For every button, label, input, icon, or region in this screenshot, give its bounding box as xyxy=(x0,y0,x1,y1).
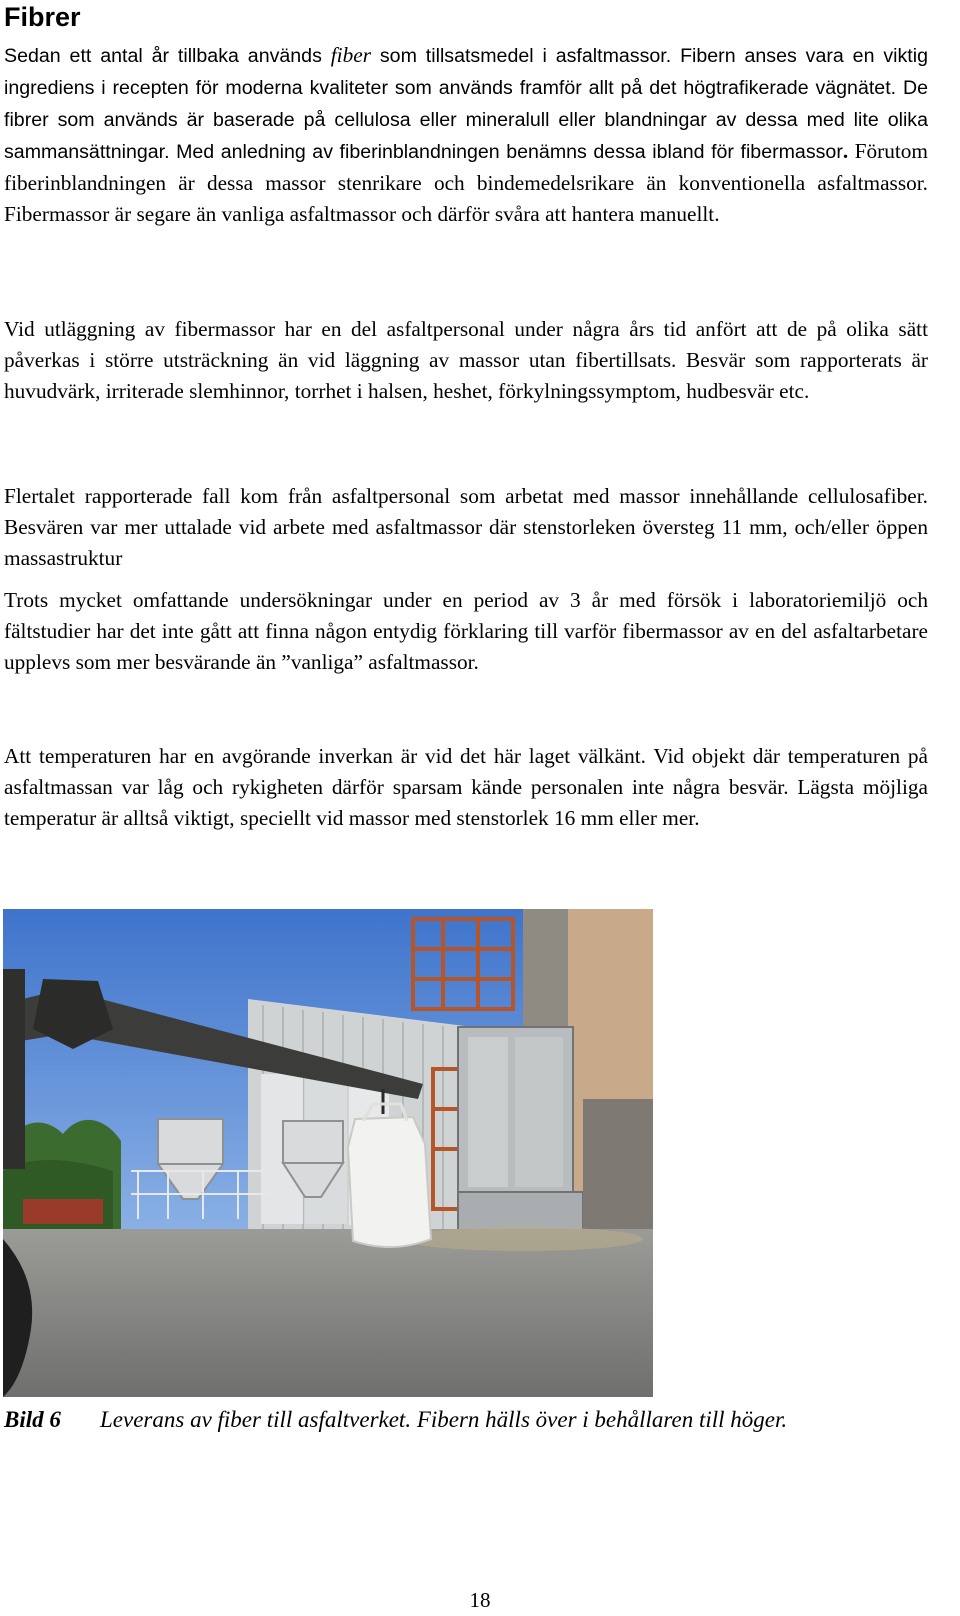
photo-fiber-delivery xyxy=(3,909,653,1397)
figure-label: Bild 6 xyxy=(4,1407,61,1432)
paragraph-1-bold-period: . xyxy=(842,139,849,163)
paragraph-1-part-e: Förutom fiberinblandningen är dessa massor stenrikare och bindemedelsrikare än konventionella asfaltmassor. Fibermassor är segare än vanliga asfaltmassor och därför svåra att hantera manuellt. xyxy=(4,139,928,226)
section-heading: Fibrer xyxy=(4,2,81,32)
paragraph-1 xyxy=(4,40,928,230)
paragraph-2: Vid utläggning av fibermassor har en del asfaltpersonal under några års tid anfört att de på olika sätt påverkas i större utsträckning än vid läggning av massor utan fibertillsats. Besvär som rapporterats är huvudvärk, irriterade slemhinnor, torrhet i halsen, heshet, förkylningssymptom, hudbesvär etc. xyxy=(4,317,928,403)
paragraph-4: Trots mycket omfattande undersökningar under en period av 3 år med försök i laboratoriemiljö och fältstudier har det inte gått att finna någon entydig förklaring till varför fibermassor av en del asfaltarbetare upplevs som mer besvärande än ”vanliga” asfaltmassor. xyxy=(4,588,928,674)
paragraph-3: Flertalet rapporterade fall kom från asfaltpersonal som arbetat med massor innehållande cellulosafiber. Besvären var mer uttalade vid arbete med asfaltmassor där stenstorleken översteg 11 mm, och/eller öppen massastruktur xyxy=(4,484,928,570)
paragraph-5: Att temperaturen har en avgörande inverkan är vid det här laget välkänt. Vid objekt där temperaturen på asfaltmassan var låg och rykigheten därför sparsam kände personalen inte några besvär. Lägsta möjliga temperatur är alltså viktigt, speciellt vid massor med stenstorlek 16 mm eller mer. xyxy=(4,744,928,830)
page-number: 18 xyxy=(469,1588,491,1612)
paragraph-1-part-c: Fibern anses vara en viktig ingrediens i recepten för moderna kvaliteter som används framför allt på det högtrafikerade vägnätet. De fibrer som används är baserade på cellulosa eller mineralull eller blandningar av dessa med lite olika sammansättningar. Med anledning av fiberinblandningen benämns dessa ibland för fibermassor xyxy=(4,45,928,163)
figure-caption xyxy=(4,1404,944,1436)
paragraph-1-part-a: Sedan ett antal år tillbaka används xyxy=(4,45,331,67)
paragraph-1-emphasis: fiber xyxy=(330,43,371,67)
figure-caption-text: Leverans av fiber till asfaltverket. Fibern hälls över i behållaren till höger. xyxy=(100,1407,788,1432)
paragraph-1-part-b: som tillsatsmedel i asfaltmassor. xyxy=(371,45,681,67)
